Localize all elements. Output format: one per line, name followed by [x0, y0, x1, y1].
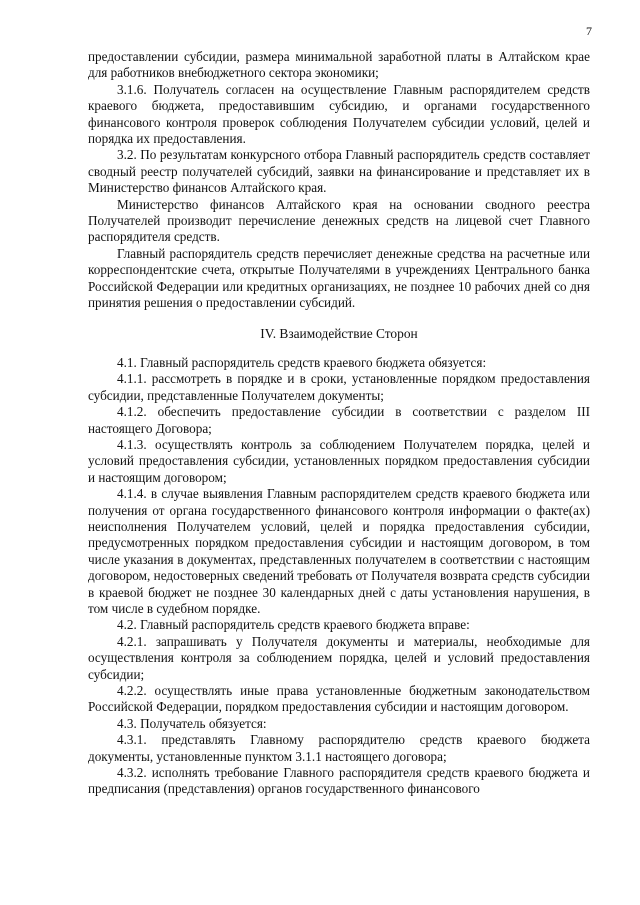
paragraph: 3.1.6. Получатель согласен на осуществление Главным распорядителем средств краевого бюджета, предоставившим субсидию, и органами государственного финансового контроля проверок соблюдения Получателем субсидии условий, целей и порядка их предоставления.	[88, 81, 590, 147]
paragraph: 4.2.2. осуществлять иные права установленные бюджетным законодательством Российской Федерации, порядком предоставления субсидии и настоящим договором.	[88, 683, 590, 715]
section-heading: IV. Взаимодействие Сторон	[260, 325, 418, 341]
paragraph: 4.1.1. рассмотреть в порядке и в сроки, установленные порядком предоставления субсидии, представленные Получателем документы;	[88, 371, 590, 403]
section-iii-tail	[88, 49, 590, 312]
paragraph: предоставлении субсидии, размера минимальной заработной платы в Алтайском крае для работников внебюджетного сектора экономики;	[88, 49, 590, 81]
paragraph: 4.1.2. обеспечить предоставление субсидии в соответствии с разделом III настоящего Договора;	[88, 404, 590, 436]
paragraph: Министерство финансов Алтайского края на основании сводного реестра Получателей производит перечисление денежных средств на лицевой счет Главного распорядителя средств.	[88, 196, 590, 245]
paragraph: 4.2. Главный распорядитель средств краевого бюджета вправе:	[117, 617, 470, 633]
paragraph: 4.2.1. запрашивать у Получателя документы и материалы, необходимые для осуществления контроля за соблюдением порядка, целей и условий предоставления субсидии;	[88, 633, 590, 682]
paragraph: 4.3. Получатель обязуется:	[117, 715, 267, 731]
page-number: 7	[586, 24, 592, 38]
paragraph: 4.3.2. исполнять требование Главного распорядителя средств краевого бюджета и предписания (представления) органов государственного финансового	[88, 765, 590, 797]
paragraph: 4.1.3. осуществлять контроль за соблюдением Получателем порядка, целей и условий предоставления субсидии, установленных порядком предоставления субсидии и настоящим договором;	[88, 436, 590, 485]
paragraph: 4.3.1. представлять Главному распорядителю средств краевого бюджета документы, установленные пунктом 3.1.1 настоящего договора;	[88, 732, 590, 764]
paragraph: Главный распорядитель средств перечисляет денежные средства на расчетные или корреспондентские счета, открытые Получателями в учреждениях Центрального банка Российской Федерации или кредитных организациях, не позднее 10 рабочих дней со дня принятия решения о предоставлении субсидий.	[88, 245, 590, 311]
paragraph: 4.1.4. в случае выявления Главным распорядителем средств краевого бюджета или получения от органа государственного финансового контроля информации о факте(ах) неисполнения Получателем условий, целей и порядка предоставления субсидии, предусмотренных порядком предоставления субсидии и настоящим договором, в том числе указания в документах, представленных получателем в соответствии с настоящим договором, недостоверных сведений требовать от Получателя возврата средств субсидии в краевой бюджет не позднее 30 календарных дней с даты установления нарушения, в том числе в судебном порядке.	[88, 486, 590, 616]
section-iv	[88, 355, 590, 798]
document-body	[88, 49, 590, 798]
paragraph: 4.1. Главный распорядитель средств краевого бюджета обязуется:	[117, 354, 487, 370]
paragraph: 3.2. По результатам конкурсного отбора Главный распорядитель средств составляет сводный реестр получателей субсидий, заявки на финансирование и представляет их в Министерство финансов Алтайского края.	[88, 147, 590, 196]
